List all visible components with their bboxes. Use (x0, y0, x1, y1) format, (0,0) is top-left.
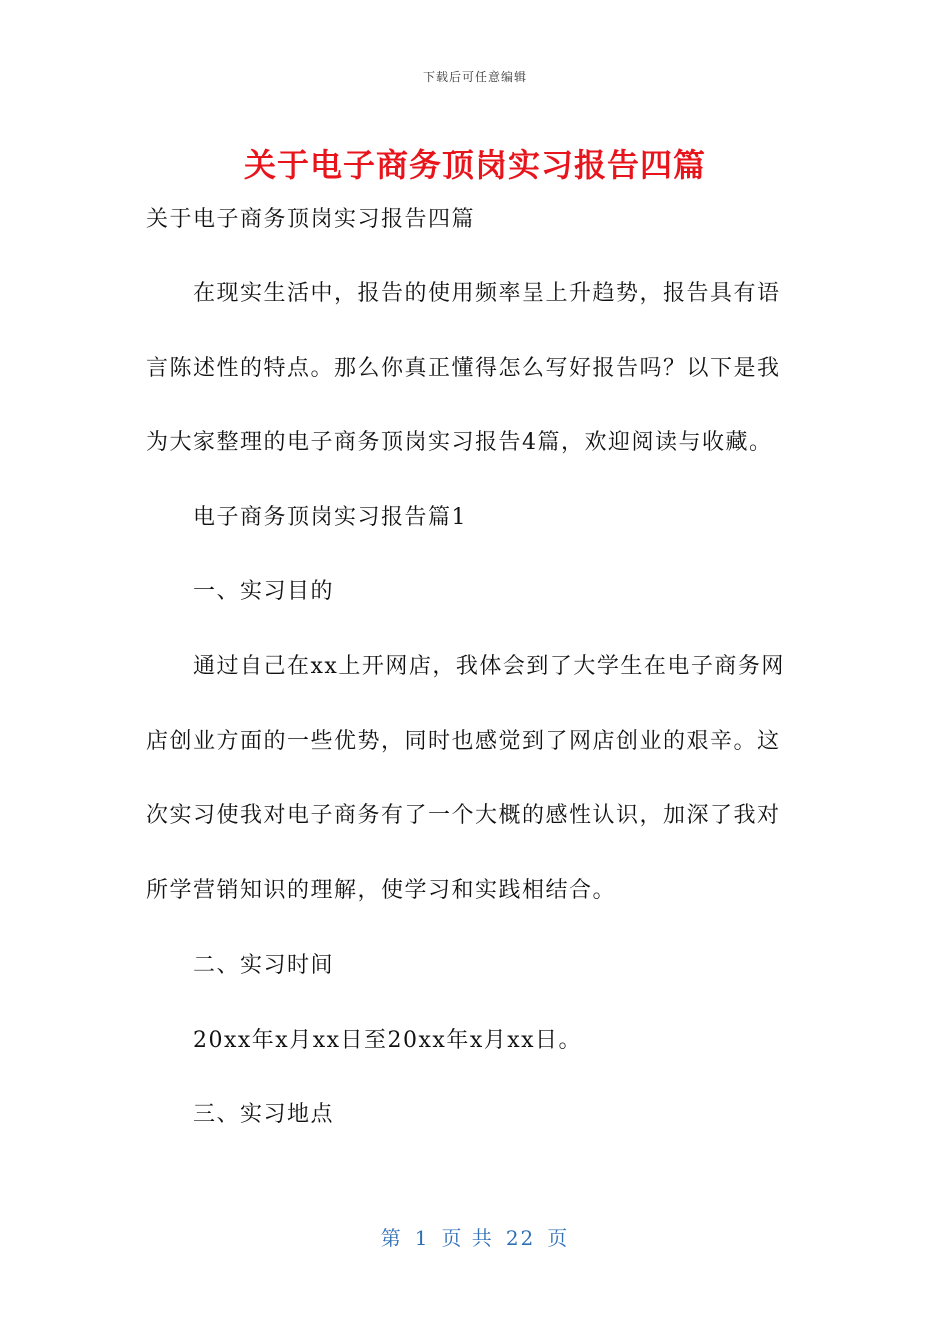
page-footer (0, 1222, 950, 1251)
time-text: 20xx年x月xx日至20xx年x月xx日。 (193, 1028, 583, 1053)
document-subtitle: 关于电子商务顶岗实习报告四篇 (146, 207, 476, 232)
header-note: 下载后可任意编辑 (422, 70, 527, 84)
footer-suffix: 页 (547, 1226, 570, 1250)
purpose-heading: 一、实习目的 (193, 579, 335, 604)
purpose-paragraph: 通过自己在xx上开网店，我体会到了大学生在电子商务网店创业方面的一些优势，同时也感觉到了网店创业的艰辛。这次实习使我对电子商务有了一个大概的感性认识，加深了我对所学营销知识的理解，使学习和实践相结合。 (146, 654, 785, 903)
time-heading: 二、实习时间 (193, 953, 335, 978)
section-heading: 电子商务顶岗实习报告篇1 (193, 505, 467, 530)
document-title: 关于电子商务顶岗实习报告四篇 (243, 146, 706, 184)
footer-prefix: 第 (380, 1226, 403, 1250)
footer-page-number: 1 (414, 1226, 430, 1250)
place-heading: 三、实习地点 (193, 1102, 335, 1127)
intro-paragraph: 在现实生活中，报告的使用频率呈上升趋势，报告具有语言陈述性的特点。那么你真正懂得怎么写好报告吗？以下是我为大家整理的电子商务顶岗实习报告4篇，欢迎阅读与收藏。 (146, 281, 781, 455)
footer-total-pages: 22 (505, 1226, 536, 1250)
footer-middle: 页 共 (441, 1226, 494, 1250)
